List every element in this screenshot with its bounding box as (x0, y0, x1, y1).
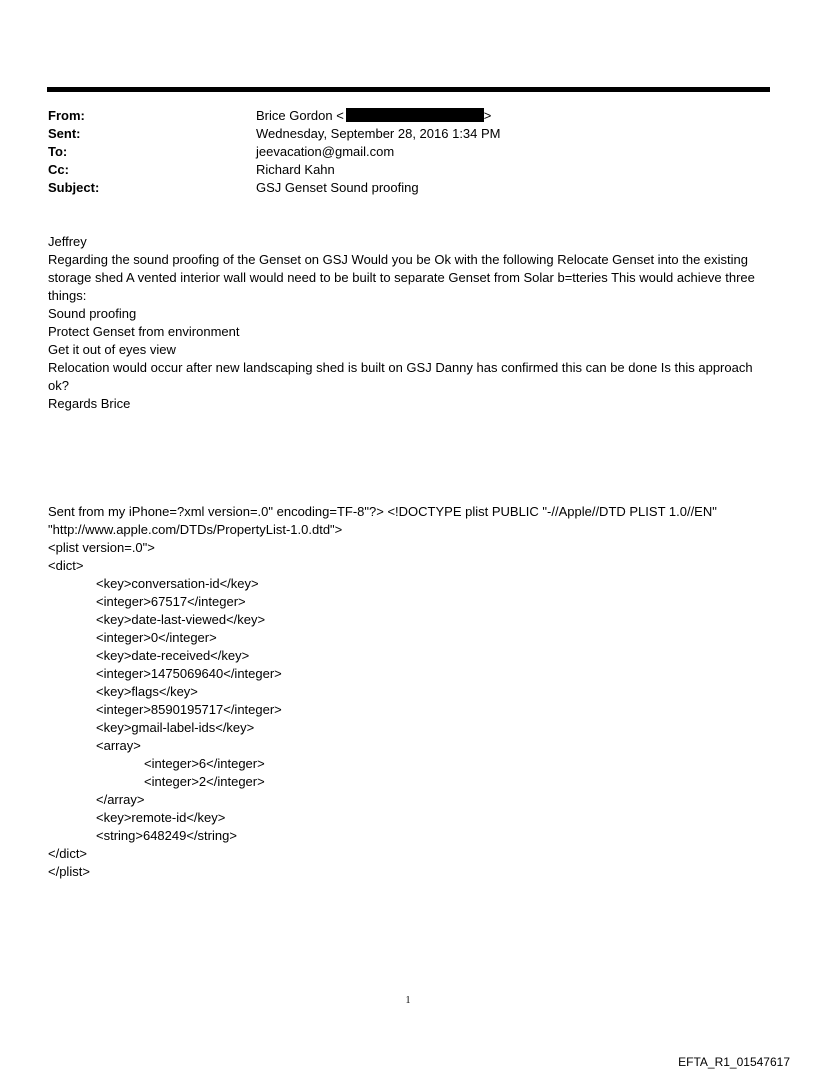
body-line: Jeffrey (48, 234, 87, 249)
from-row (48, 107, 768, 125)
plist-line: <key>conversation-id</key> (96, 576, 259, 591)
plist-line: <key>gmail-label-ids</key> (96, 720, 255, 735)
from-close: > (483, 108, 492, 123)
sent-row (48, 125, 768, 143)
plist-line: <key>date-received</key> (96, 648, 250, 663)
from-label: From: (48, 108, 85, 123)
body-line: Protect Genset from environment (48, 324, 240, 339)
plist-line: </dict> (48, 846, 88, 861)
plist-line: <integer>6</integer> (144, 756, 265, 771)
sent-label: Sent: (48, 126, 81, 141)
sent-value: Wednesday, September 28, 2016 1:34 PM (256, 126, 501, 141)
to-value: jeevacation@gmail.com (256, 144, 395, 159)
plist-line: </plist> (48, 864, 90, 879)
plist-line: <string>648249</string> (96, 828, 237, 843)
plist-line: <key>flags</key> (96, 684, 198, 699)
header-rule (47, 87, 770, 92)
plist-line: <array> (96, 738, 141, 753)
plist-line: <integer>2</integer> (144, 774, 265, 789)
plist-line: "http://www.apple.com/DTDs/PropertyList-1.0.dtd"> (48, 522, 343, 537)
plist-line: <key>date-last-viewed</key> (96, 612, 266, 627)
plist-line: <integer>8590195717</integer> (96, 702, 282, 717)
plist-line: Sent from my iPhone=?xml version=.0" encoding=TF-8"?> <!DOCTYPE plist PUBLIC "-//Apple//DTD PLIST 1.0//EN" (48, 504, 717, 519)
redaction-box (346, 108, 484, 122)
cc-value: Richard Kahn (256, 162, 335, 177)
body-line: Relocation would occur after new landscaping shed is built on GSJ Danny has confirmed this can be done Is this approach ok? (48, 360, 753, 393)
subject-value: GSJ Genset Sound proofing (256, 180, 419, 195)
from-name: Brice Gordon < (256, 108, 344, 123)
cc-row (48, 161, 768, 179)
to-label: To: (48, 144, 68, 159)
from-value (256, 107, 768, 125)
subject-row (48, 179, 768, 197)
body-line: Regarding the sound proofing of the Genset on GSJ Would you be Ok with the following Relocate Genset into the existing storage shed A vented interior wall would need to be built to separate Genset from Solar b=tteries This would achieve three things: (48, 252, 755, 303)
plist-line: <integer>1475069640</integer> (96, 666, 282, 681)
plist-line: <plist version=.0"> (48, 540, 155, 555)
email-body (48, 233, 768, 413)
to-row (48, 143, 768, 161)
plist-line: <integer>67517</integer> (96, 594, 246, 609)
subject-label: Subject: (48, 180, 100, 195)
body-line: Get it out of eyes view (48, 342, 176, 357)
plist-block (48, 503, 768, 881)
plist-line: <dict> (48, 558, 84, 573)
plist-line: <integer>0</integer> (96, 630, 217, 645)
page-number: 1 (405, 995, 411, 1006)
document-id: EFTA_R1_01547617 (678, 1055, 790, 1069)
body-line: Sound proofing (48, 306, 137, 321)
plist-line: <key>remote-id</key> (96, 810, 226, 825)
body-line: Regards Brice (48, 396, 131, 411)
cc-label: Cc: (48, 162, 69, 177)
email-header (48, 107, 768, 197)
plist-line: </array> (96, 792, 145, 807)
